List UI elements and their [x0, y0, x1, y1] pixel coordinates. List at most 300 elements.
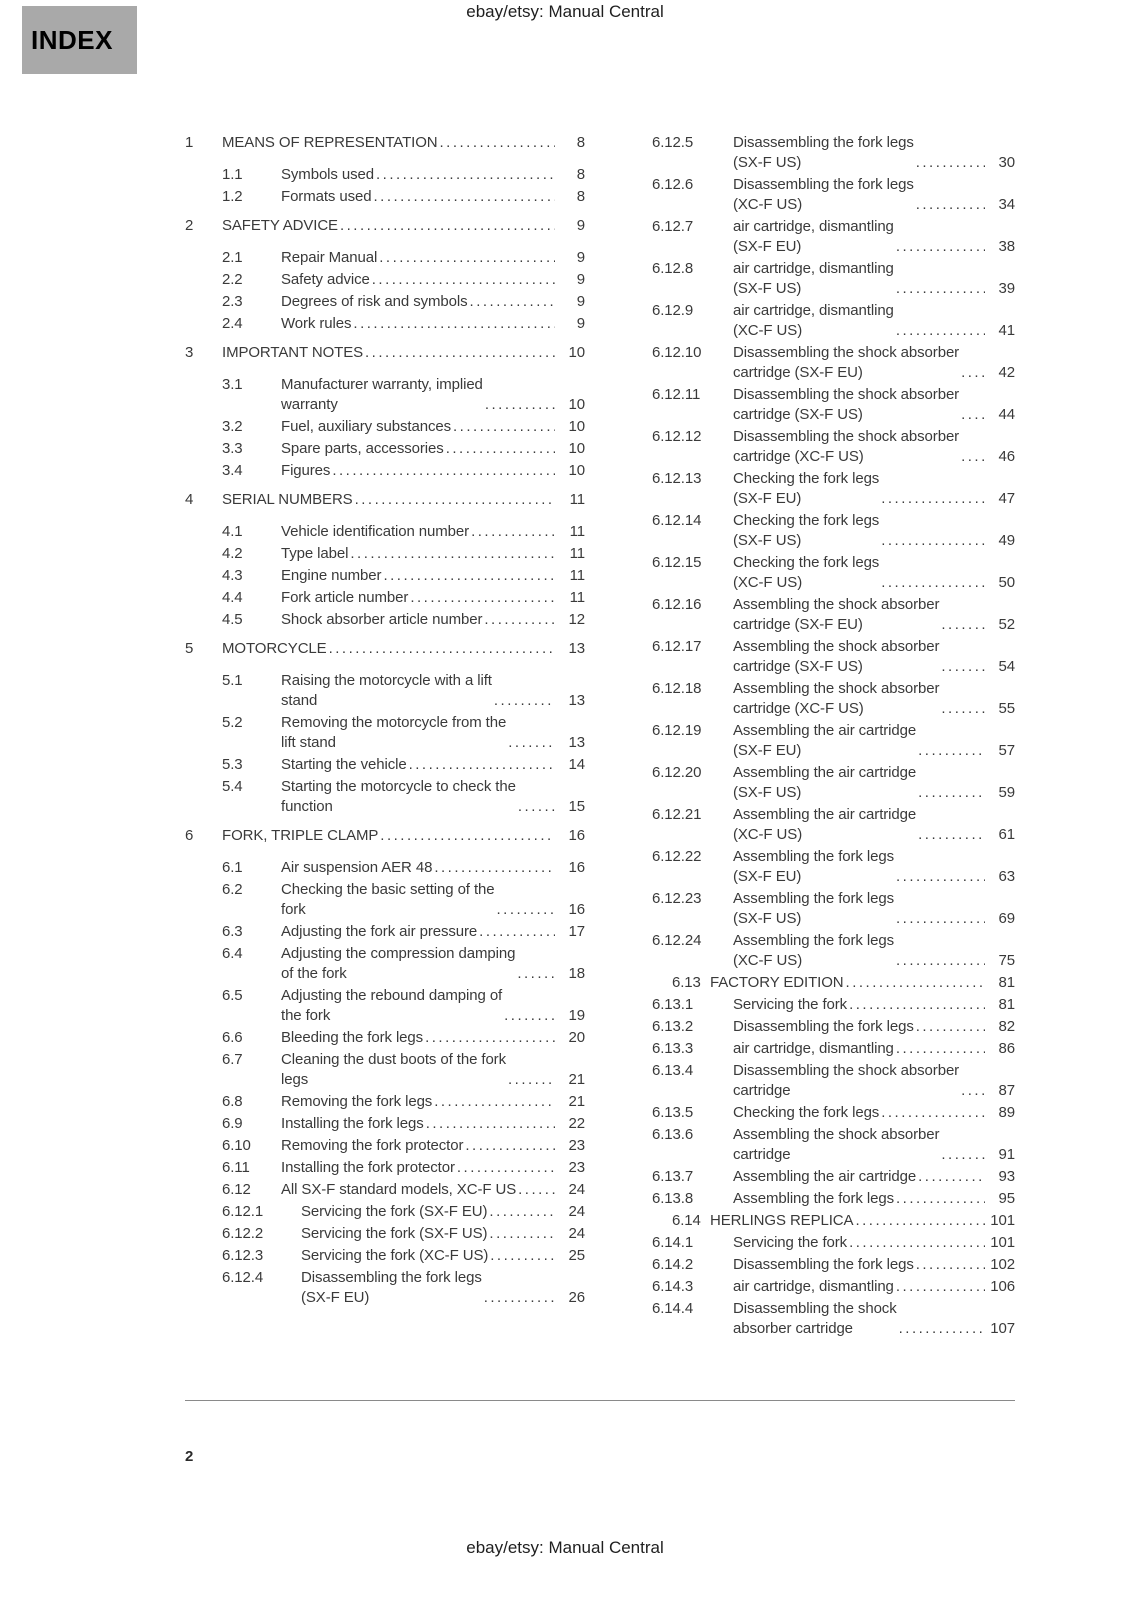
toc-entry-title: Adjusting the rebound damping of the fork — [281, 987, 503, 1024]
index-label: INDEX — [31, 24, 113, 55]
toc-entry-page: 46 — [998, 448, 1015, 465]
toc-entry-number: 3.1 — [222, 376, 243, 393]
toc-leader-dots — [518, 1180, 555, 1200]
toc-entry-title: Adjusting the compression damping of the fork — [281, 945, 516, 982]
toc-leader-dots — [846, 973, 985, 993]
footer-title: ebay/etsy: Manual Central — [466, 1538, 664, 1557]
toc-leader-dots — [918, 825, 985, 845]
toc-entry-title: Type label — [281, 545, 349, 562]
toc-entry-number: 3.4 — [222, 462, 243, 479]
toc-leader-dots — [508, 1070, 555, 1090]
toc-leader-dots — [916, 1255, 985, 1275]
toc-entry-title: Symbols used — [281, 166, 375, 183]
toc-entry-number: 1.1 — [222, 166, 243, 183]
toc-entry-title: Formats used — [281, 188, 372, 205]
toc-entry-title: Assembling the shock absorber cartridge (SX-F EU) — [733, 596, 940, 633]
toc-entry — [185, 713, 585, 753]
toc-entry-title: Disassembling the fork legs — [733, 1018, 914, 1035]
toc-entry — [652, 553, 1015, 593]
toc-entry — [185, 671, 585, 711]
toc-entry-title: Assembling the air cartridge (XC-F US) — [733, 806, 917, 843]
toc-leader-dots — [440, 133, 555, 153]
toc-entry-title: Checking the basic setting of the fork — [281, 881, 495, 918]
toc-entry — [185, 439, 585, 459]
toc-entry-title: air cartridge, dismantling — [733, 1278, 894, 1295]
toc-entry-number: 6.1 — [222, 859, 243, 876]
toc-entry-page: 49 — [998, 532, 1015, 549]
toc-entry — [652, 427, 1015, 467]
toc-entry-title: Assembling the shock absorber cartridge — [733, 1126, 940, 1163]
toc-entry-title: Manufacturer warranty, implied warranty — [281, 376, 483, 413]
toc-entry-number: 6.12.13 — [652, 470, 702, 487]
toc-entry-number: 6.12 — [222, 1181, 251, 1198]
toc-entry-title: Servicing the fork (SX-F EU) — [301, 1203, 488, 1220]
toc-entry — [185, 826, 585, 846]
toc-entry-page: 47 — [998, 490, 1015, 507]
toc-leader-dots — [896, 867, 985, 887]
toc-entry-number: 6.11 — [222, 1159, 250, 1176]
toc-entry — [652, 805, 1015, 845]
toc-leader-dots — [941, 1145, 985, 1165]
toc-leader-dots — [918, 1167, 985, 1187]
toc-entry-title: Vehicle identification number — [281, 523, 470, 540]
toc-leader-dots — [329, 639, 555, 659]
toc-leader-dots — [517, 964, 555, 984]
footer-divider — [185, 1400, 1015, 1401]
toc-entry-page: 10 — [568, 418, 585, 435]
toc-leader-dots — [855, 1211, 985, 1231]
toc-entry-number: 6.6 — [222, 1029, 243, 1046]
toc-entry-title: Disassembling the shock absorber cartridge — [733, 1062, 960, 1099]
toc-entry — [185, 944, 585, 984]
toc-entry-page: 44 — [998, 406, 1015, 423]
toc-entry-title: SAFETY ADVICE — [222, 217, 338, 234]
toc-entry-number: 6.12.5 — [652, 134, 694, 151]
toc-entry — [185, 375, 585, 415]
toc-entry — [652, 889, 1015, 929]
toc-entry-page: 9 — [576, 271, 585, 288]
toc-entry-number: 5.1 — [222, 672, 243, 689]
toc-entry-title: Work rules — [281, 315, 352, 332]
toc-leader-dots — [916, 153, 985, 173]
toc-entry-title: Removing the fork protector — [281, 1137, 464, 1154]
toc-leader-dots — [426, 1114, 555, 1134]
toc-leader-dots — [518, 797, 555, 817]
toc-entry-number: 4 — [185, 491, 194, 508]
toc-entry-title: Assembling the shock absorber cartridge (XC-F US) — [733, 680, 940, 717]
toc-entry-number: 6.8 — [222, 1093, 243, 1110]
toc-entry — [652, 385, 1015, 425]
toc-leader-dots — [374, 187, 556, 207]
toc-entry-title: Degrees of risk and symbols — [281, 293, 468, 310]
toc-entry — [185, 858, 585, 878]
toc-leader-dots — [918, 741, 985, 761]
toc-entry-page: 11 — [569, 567, 585, 584]
toc-entry-number: 6.14.2 — [652, 1256, 694, 1273]
toc-entry-number: 6.14.4 — [652, 1300, 694, 1317]
toc-entry — [185, 187, 585, 207]
toc-entry-title: Fork article number — [281, 589, 409, 606]
toc-entry-page: 11 — [569, 545, 585, 562]
toc-leader-dots — [376, 165, 555, 185]
toc-entry-number: 6.12.15 — [652, 554, 702, 571]
toc-entry-page: 22 — [568, 1115, 585, 1132]
toc-entry-number: 6.12.21 — [652, 806, 702, 823]
toc-entry-page: 69 — [998, 910, 1015, 927]
toc-entry-page: 8 — [576, 134, 585, 151]
toc-entry-page: 41 — [998, 322, 1015, 339]
toc-entry-number: 6.12.18 — [652, 680, 702, 697]
toc-entry-number: 5.3 — [222, 756, 243, 773]
toc-entry-page: 42 — [998, 364, 1015, 381]
toc-entry-title: Installing the fork protector — [281, 1159, 455, 1176]
toc-leader-dots — [849, 1233, 985, 1253]
toc-leader-dots — [383, 566, 555, 586]
toc-entry-number: 6.12.7 — [652, 218, 694, 235]
toc-entry-number: 6.12.4 — [222, 1269, 264, 1286]
toc-entry-number: 5.2 — [222, 714, 243, 731]
toc-entry — [185, 216, 585, 236]
toc-entry-number: 6.14.1 — [652, 1234, 694, 1251]
toc-entry-page: 16 — [568, 901, 585, 918]
toc-entry-title: Installing the fork legs — [281, 1115, 424, 1132]
toc-leader-dots — [899, 1319, 985, 1339]
toc-entry-number: 6.13.4 — [652, 1062, 694, 1079]
toc-entry-title: IMPORTANT NOTES — [222, 344, 364, 361]
toc-leader-dots — [489, 1224, 555, 1244]
toc-leader-dots — [425, 1028, 555, 1048]
toc-entry-title: Shock absorber article number — [281, 611, 483, 628]
toc-entry-number: 4.4 — [222, 589, 243, 606]
toc-entry-title: Safety advice — [281, 271, 370, 288]
toc-entry-title: Servicing the fork — [733, 996, 848, 1013]
toc-entry — [185, 417, 585, 437]
toc-leader-dots — [896, 1277, 985, 1297]
toc-entry-title: Assembling the air cartridge (SX-F US) — [733, 764, 917, 801]
toc-column-left — [185, 133, 585, 1341]
toc-entry-page: 11 — [569, 523, 585, 540]
toc-entry-number: 6.12.16 — [652, 596, 702, 613]
toc-leader-dots — [365, 343, 555, 363]
toc-entry — [185, 1028, 585, 1048]
toc-entry — [652, 931, 1015, 971]
toc-leader-dots — [372, 270, 555, 290]
toc-entry — [185, 880, 585, 920]
toc-entry-page: 61 — [998, 826, 1015, 843]
toc-entry-page: 15 — [568, 798, 585, 815]
index-label-box — [22, 6, 137, 74]
toc-entry-page: 55 — [998, 700, 1015, 717]
toc-entry-page: 59 — [998, 784, 1015, 801]
toc-entry-title: Assembling the fork legs (XC-F US) — [733, 932, 895, 969]
toc-leader-dots — [434, 858, 555, 878]
toc-entry-number: 6.12.17 — [652, 638, 702, 655]
toc-entry-page: 8 — [576, 166, 585, 183]
toc-entry-page: 26 — [568, 1289, 585, 1306]
header-title: ebay/etsy: Manual Central — [466, 2, 664, 21]
toc-entry-title: Adjusting the fork air pressure — [281, 923, 478, 940]
toc-entry-page: 24 — [568, 1225, 585, 1242]
toc-entry — [652, 1255, 1015, 1275]
toc-leader-dots — [465, 1136, 555, 1156]
toc-entry-number: 6.13.5 — [652, 1104, 694, 1121]
toc-entry-title: Disassembling the shock absorber cartridge (SX-F EU) — [733, 344, 960, 381]
toc-entry-number: 6.13.3 — [652, 1040, 694, 1057]
toc-entry — [652, 763, 1015, 803]
toc-leader-dots — [896, 321, 985, 341]
toc-entry — [185, 490, 585, 510]
toc-entry — [652, 133, 1015, 173]
toc-entry — [185, 1158, 585, 1178]
toc-leader-dots — [332, 461, 555, 481]
toc-entry-title: Disassembling the shock absorber cartridge — [733, 1300, 897, 1337]
toc-entry — [652, 1017, 1015, 1037]
toc-entry-page: 75 — [998, 952, 1015, 969]
toc-leader-dots — [896, 909, 985, 929]
toc-entry-page: 91 — [998, 1146, 1015, 1163]
toc-entry-number: 4.3 — [222, 567, 243, 584]
toc-entry-page: 18 — [568, 965, 585, 982]
toc-entry-page: 25 — [568, 1247, 585, 1264]
toc-entry — [185, 343, 585, 363]
toc-entry-title: Removing the motorcycle from the lift stand — [281, 714, 507, 751]
toc-leader-dots — [340, 216, 555, 236]
toc-entry-number: 6.12.10 — [652, 344, 702, 361]
toc-entry-page: 8 — [576, 188, 585, 205]
toc-leader-dots — [497, 900, 556, 920]
toc-entry-page: 9 — [576, 315, 585, 332]
toc-entry-page: 81 — [998, 996, 1015, 1013]
toc-entry-number: 6.13.1 — [652, 996, 694, 1013]
toc-leader-dots — [941, 657, 985, 677]
toc-entry — [185, 777, 585, 817]
toc-entry-title: Servicing the fork (SX-F US) — [301, 1225, 488, 1242]
toc-leader-dots — [941, 615, 985, 635]
toc-leader-dots — [490, 1246, 555, 1266]
toc-entry-title: air cartridge, dismantling (SX-F US) — [733, 260, 894, 297]
toc-entry — [185, 922, 585, 942]
toc-entry — [185, 1224, 585, 1244]
toc-entry-number: 2 — [185, 217, 194, 234]
toc-entry-number: 6.2 — [222, 881, 243, 898]
toc-entry-title: Removing the fork legs — [281, 1093, 433, 1110]
toc-entry — [185, 165, 585, 185]
toc-entry-number: 3.3 — [222, 440, 243, 457]
toc-entry-page: 93 — [998, 1168, 1015, 1185]
toc-entry-page: 10 — [568, 344, 585, 361]
toc-entry-number: 6.14.3 — [652, 1278, 694, 1295]
toc-entry-page: 20 — [568, 1029, 585, 1046]
toc-entry-title: Assembling the air cartridge — [733, 1168, 917, 1185]
toc-entry-number: 2.4 — [222, 315, 243, 332]
toc-entry-page: 11 — [569, 491, 585, 508]
toc-entry-title: FORK, TRIPLE CLAMP — [222, 827, 379, 844]
toc-entry — [652, 301, 1015, 341]
toc-entry-number: 6.7 — [222, 1051, 243, 1068]
toc-leader-dots — [353, 314, 555, 334]
page-number: 2 — [185, 1448, 194, 1465]
toc-leader-dots — [916, 195, 985, 215]
toc-leader-dots — [504, 1006, 555, 1026]
toc-entry-number: 6.13 — [672, 974, 701, 991]
toc-entry-number: 4.1 — [222, 523, 243, 540]
toc-entry-page: 13 — [568, 640, 585, 657]
toc-entry-number: 3 — [185, 344, 194, 361]
toc-entry-number: 1.2 — [222, 188, 243, 205]
toc-leader-dots — [941, 699, 985, 719]
toc-entry-number: 5.4 — [222, 778, 243, 795]
toc-entry — [185, 639, 585, 659]
toc-entry-title: air cartridge, dismantling (SX-F EU) — [733, 218, 894, 255]
toc-entry-title: Assembling the fork legs (SX-F US) — [733, 890, 895, 927]
toc-entry-page: 11 — [569, 589, 585, 606]
toc-entry — [185, 755, 585, 775]
toc-leader-dots — [961, 447, 985, 467]
toc-entry — [185, 566, 585, 586]
toc-entry-title: HERLINGS REPLICA — [710, 1212, 854, 1229]
toc-entry-page: 30 — [998, 154, 1015, 171]
toc-entry — [185, 461, 585, 481]
toc-entry — [185, 1246, 585, 1266]
toc-leader-dots — [471, 522, 555, 542]
toc-entry-page: 13 — [568, 692, 585, 709]
toc-entry-title: SERIAL NUMBERS — [222, 491, 353, 508]
toc-leader-dots — [470, 292, 555, 312]
toc-entry-page: 101 — [990, 1234, 1015, 1251]
toc-entry — [652, 1189, 1015, 1209]
toc-entry-number: 6.13.6 — [652, 1126, 694, 1143]
toc-entry-page: 21 — [568, 1071, 585, 1088]
toc-entry-page: 10 — [568, 440, 585, 457]
toc-entry-number: 6.13.7 — [652, 1168, 694, 1185]
toc-entry — [185, 248, 585, 268]
toc-entry-page: 101 — [990, 1212, 1015, 1229]
toc-entry-number: 6.12.3 — [222, 1247, 264, 1264]
toc-entry-page: 34 — [998, 196, 1015, 213]
toc-entry-title: Assembling the fork legs (SX-F EU) — [733, 848, 895, 885]
toc-entry — [185, 610, 585, 630]
toc-entry-title: Raising the motorcycle with a lift stand — [281, 672, 492, 709]
toc-entry-title: Assembling the air cartridge (SX-F EU) — [733, 722, 917, 759]
toc-entry — [185, 1268, 585, 1308]
toc-entry-page: 82 — [998, 1018, 1015, 1035]
toc-entry-page: 23 — [568, 1137, 585, 1154]
toc-entry-page: 89 — [998, 1104, 1015, 1121]
toc-entry-page: 19 — [568, 1007, 585, 1024]
toc-entry-page: 57 — [998, 742, 1015, 759]
toc-entry — [652, 175, 1015, 215]
toc-entry-title: Repair Manual — [281, 249, 378, 266]
toc-leader-dots — [355, 490, 555, 510]
toc-entry-title: Assembling the shock absorber cartridge (SX-F US) — [733, 638, 940, 675]
toc-entry-number: 6.12.1 — [222, 1203, 264, 1220]
toc-leader-dots — [409, 755, 555, 775]
toc-entry-page: 86 — [998, 1040, 1015, 1057]
toc-column-right — [652, 133, 1015, 1341]
toc-entry-number: 6.12.2 — [222, 1225, 264, 1242]
toc-entry-page: 54 — [998, 658, 1015, 675]
toc-entry — [652, 1103, 1015, 1123]
toc-entry — [185, 1092, 585, 1112]
toc-entry-page: 9 — [576, 249, 585, 266]
toc-entry — [185, 544, 585, 564]
toc-entry-page: 16 — [568, 827, 585, 844]
toc-entry — [185, 1114, 585, 1134]
toc-entry-title: Checking the fork legs (SX-F US) — [733, 512, 880, 549]
toc-entry-title: Cleaning the dust boots of the fork legs — [281, 1051, 506, 1088]
toc-entry-title: MOTORCYCLE — [222, 640, 327, 657]
toc-leader-dots — [849, 995, 985, 1015]
toc-entry-title: Spare parts, accessories — [281, 440, 444, 457]
toc-leader-dots — [896, 1189, 985, 1209]
toc-entry-number: 6.12.8 — [652, 260, 694, 277]
toc-entry-page: 14 — [568, 756, 585, 773]
toc-entry — [185, 1136, 585, 1156]
toc-entry-number: 4.5 — [222, 611, 243, 628]
toc-entry-number: 1 — [185, 134, 194, 151]
toc-entry-title: Starting the vehicle — [281, 756, 407, 773]
toc-entry — [652, 721, 1015, 761]
toc-entry-title: Bleeding the fork legs — [281, 1029, 424, 1046]
toc-entry-number: 6 — [185, 827, 194, 844]
toc-entry-number: 6.12.20 — [652, 764, 702, 781]
toc-entry-page: 13 — [568, 734, 585, 751]
toc-entry — [185, 986, 585, 1026]
toc-entry-number: 6.14 — [672, 1212, 701, 1229]
toc-leader-dots — [961, 363, 985, 383]
toc-leader-dots — [457, 1158, 555, 1178]
toc-entry — [652, 1039, 1015, 1059]
toc-entry-page: 12 — [568, 611, 585, 628]
toc-entry-title: Checking the fork legs (XC-F US) — [733, 554, 880, 591]
toc-entry-title: Disassembling the shock absorber cartridge (SX-F US) — [733, 386, 960, 423]
toc-entry — [652, 995, 1015, 1015]
toc-leader-dots — [916, 1017, 985, 1037]
toc-entry-title: FACTORY EDITION — [710, 974, 844, 991]
toc-leader-dots — [918, 783, 985, 803]
toc-entry-number: 6.12.6 — [652, 176, 694, 193]
toc-entry-page: 10 — [568, 396, 585, 413]
toc-entry-title: Figures — [281, 462, 331, 479]
toc-entry-page: 24 — [568, 1203, 585, 1220]
toc-entry-number: 6.12.11 — [652, 386, 701, 403]
toc-entry — [185, 588, 585, 608]
toc-entry — [652, 637, 1015, 677]
toc-entry — [185, 133, 585, 153]
toc-entry-number: 3.2 — [222, 418, 243, 435]
toc-entry-page: 95 — [998, 1190, 1015, 1207]
toc-leader-dots — [484, 610, 555, 630]
table-of-contents — [185, 133, 1015, 1341]
toc-entry-title: All SX-F standard models, XC-F US — [281, 1181, 517, 1198]
toc-leader-dots — [881, 489, 985, 509]
toc-entry-number: 6.9 — [222, 1115, 243, 1132]
toc-entry — [185, 1180, 585, 1200]
toc-entry-page: 87 — [998, 1082, 1015, 1099]
toc-entry-page: 9 — [576, 293, 585, 310]
toc-entry — [652, 1167, 1015, 1187]
toc-leader-dots — [484, 1288, 555, 1308]
toc-leader-dots — [881, 1103, 985, 1123]
toc-entry-number: 6.12.24 — [652, 932, 702, 949]
toc-entry-number: 2.1 — [222, 249, 243, 266]
toc-leader-dots — [379, 248, 555, 268]
toc-entry-page: 52 — [998, 616, 1015, 633]
toc-entry-title: Disassembling the fork legs — [733, 1256, 914, 1273]
toc-entry-title: MEANS OF REPRESENTATION — [222, 134, 438, 151]
toc-entry — [185, 292, 585, 312]
toc-entry-page: 16 — [568, 859, 585, 876]
